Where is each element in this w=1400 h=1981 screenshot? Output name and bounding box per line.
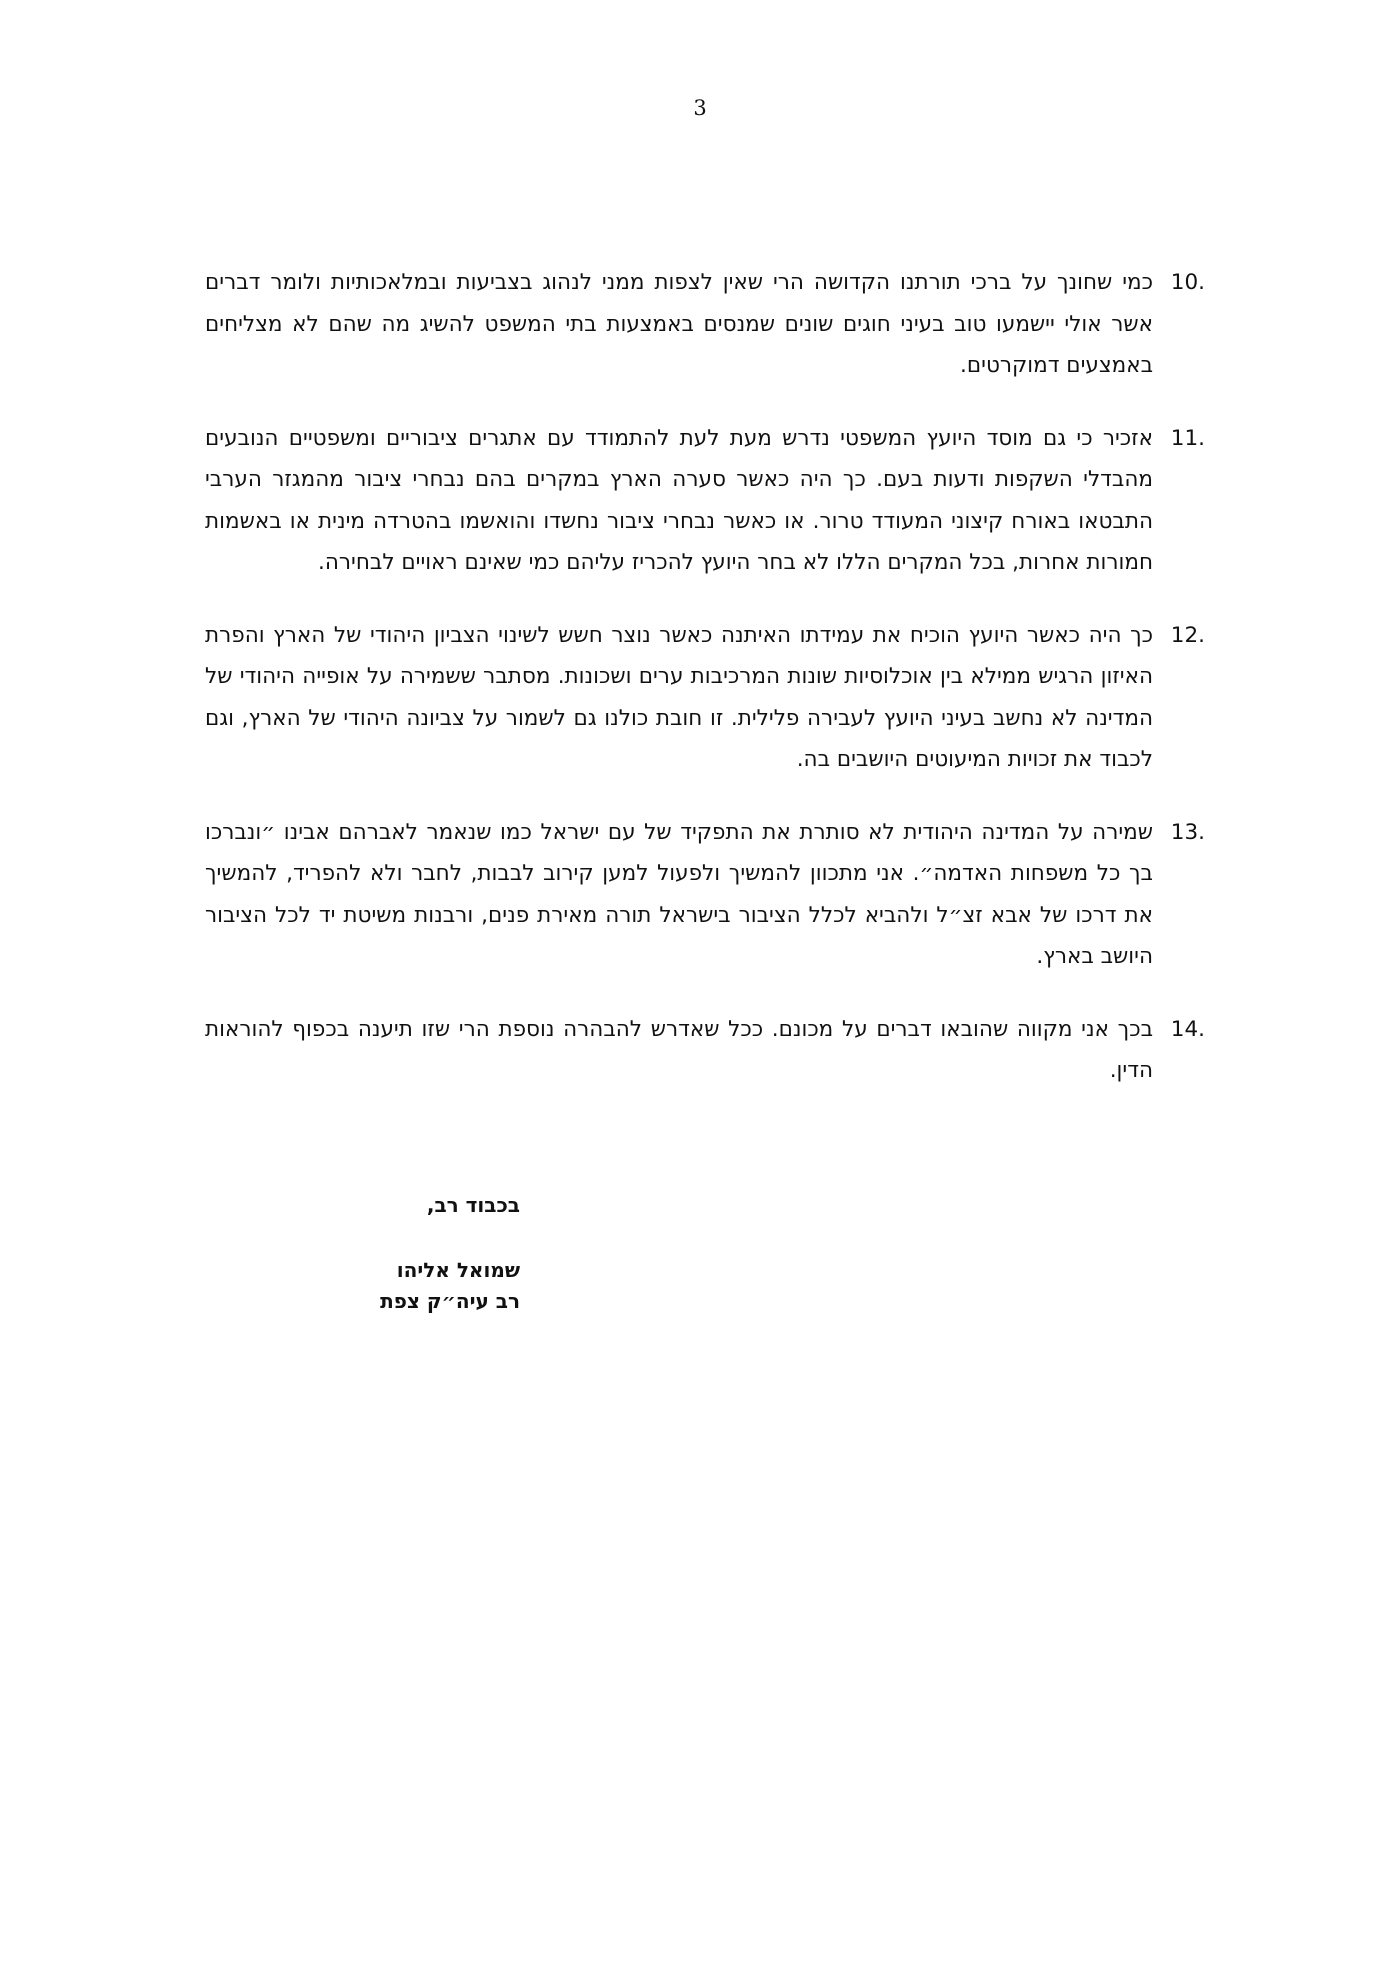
signature-block (300, 1190, 520, 1317)
paragraph-number: 12. (1170, 622, 1205, 648)
paragraph-item (205, 418, 1205, 584)
paragraph-number: 11. (1170, 425, 1205, 451)
paragraph-text: אזכיר כי גם מוסד היועץ המשפטי נדרש מעת לעת להתמודד עם אתגרים ציבוריים ומשפטיים הנובעים מהבדלי השקפות ודעות בעם. כך היה כאשר סערה הארץ במקרים בהם נבחרי ציבור מהמגזר הערבי התבטאו באורח קיצוני המעודד טרור. או כאשר נבחרי ציבור נחשדו והואשמו בהטרדה מינית או באשמות חמורות אחרות, בכל המקרים הללו לא בחר היועץ להכריז עליהם כמי שאינם ראויים לבחירה. (205, 425, 1153, 575)
paragraph-number: 14. (1170, 1016, 1205, 1042)
numbered-paragraphs (205, 262, 1205, 1123)
signature-title: רב עיה״ק צפת (380, 1289, 520, 1313)
paragraph-number: 13. (1170, 819, 1205, 845)
paragraph-text: כמי שחונך על ברכי תורתנו הקדושה הרי שאין לצפות ממני לנהוג בצביעות ובמלאכותיות ולומר דברים אשר אולי יישמעו טוב בעיני חוגים שונים שמנסים באמצעות בתי המשפט להשיג מה שהם לא מצליחים באמצעים דמוקרטים. (205, 270, 1153, 378)
paragraph-text: בכך אני מקווה שהובאו דברים על מכונם. ככל שאדרש להבהרה נוספת הרי שזו תיענה בכפוף להוראות הדין. (205, 1016, 1153, 1083)
paragraph-item (205, 1009, 1205, 1092)
paragraph-number: 10. (1170, 270, 1205, 295)
signature-name: שמואל אליהו (396, 1258, 520, 1282)
paragraph-item (205, 812, 1205, 978)
paragraph-text: שמירה על המדינה היהודית לא סותרת את התפקיד של עם ישראל כמו שנאמר לאברהם אבינו ״ונברכו בך כל משפחות האדמה״. אני מתכוון להמשיך ולפעול למען קירוב לבבות, לחבר ולא להפריד, להמשיך את דרכו של אבא זצ״ל ולהביא לכלל הציבור בישראל תורה מאירת פנים, ורבנות משיטת יד לכל הציבור היושב בארץ. (205, 819, 1153, 969)
paragraph-text: כך היה כאשר היועץ הוכיח את עמידתו האיתנה כאשר נוצר חשש לשינוי הצביון היהודי של הארץ והפרת האיזון הרגיש ממילא בין אוכלוסיות שונות המרכיבות ערים ושכונות. מסתבר ששמירה על אופייה היהודי של המדינה לא נחשב בעיני היועץ לעבירה פלילית. זו חובת כולנו גם לשמור על צביונה היהודי של הארץ, וגם לכבוד את זכויות המיעוטים היושבים בה. (205, 622, 1153, 772)
signature-closing: בכבוד רב, (426, 1193, 520, 1217)
paragraph-item (205, 615, 1205, 781)
paragraph-item (205, 262, 1205, 387)
page-number: 3 (693, 96, 707, 120)
